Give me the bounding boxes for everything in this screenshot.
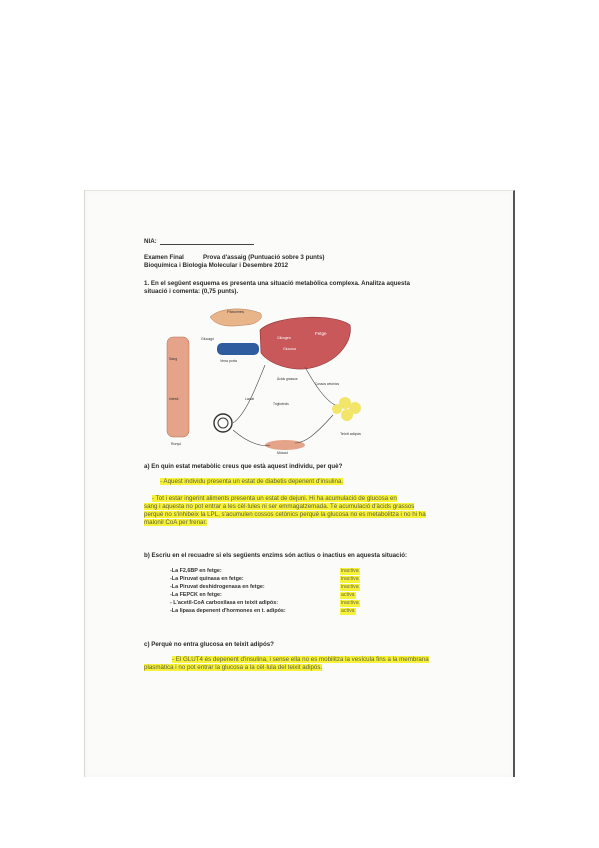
pathway-arrow [233, 430, 270, 446]
question-b-prompt: b) Escriu en el recuadre si els següents enzims són actius o inactius en aquesta situació: [144, 552, 408, 559]
question-a-answer2-line2: sang i aquesta no pot entrar a les cèl·lules ni ser emmagatzemada. Té acumulació d'àcids grassos [144, 503, 415, 510]
adipose-shape [332, 397, 361, 421]
kidney-label: Ronyó [171, 442, 182, 446]
nia-label: NIA: [144, 238, 157, 245]
enzyme-row-label: -La FEPCK en fetge: [170, 592, 222, 598]
fatty-acids-label: Àcids grassos [277, 377, 298, 381]
enzyme-row-value: inactiva [341, 576, 359, 582]
enzyme-row-value: activa [341, 592, 355, 598]
exam-subtitle: Prova d'assaig (Puntuació sobre 3 punts) [203, 254, 325, 261]
enzyme-row-value: activa [341, 608, 355, 614]
liver-label: Fetge [315, 331, 327, 336]
glucose-label: Glucosa [283, 347, 296, 351]
question1-line2: situació i comenta: (0,75 punts). [144, 288, 239, 295]
pathway-arrow [233, 365, 265, 423]
muscle-shape [265, 440, 305, 450]
question-a-answer2-line4: malonil CoA per frenar. [144, 519, 207, 526]
enzyme-row-label: - L'acetil-CoA carboxilasa en teixit adipós: [170, 600, 279, 606]
lactate-label: Lactat [245, 397, 254, 401]
pathway-arrow [305, 367, 335, 405]
pathway-arrow [295, 415, 333, 443]
enzyme-row-label: -La Piruvat deshidrogenasa en fetge: [170, 584, 265, 590]
metabolic-diagram [165, 305, 380, 455]
muscle-label: Múscul [277, 451, 289, 455]
course-title: Bioquímica i Biologia Molecular i Desembre 2012 [144, 262, 289, 269]
muscle-coil-shape [214, 414, 232, 432]
triglycerides-label: Triglicèrids [273, 402, 289, 406]
ketone-bodies-label: Cossos cetònics [315, 382, 340, 386]
enzyme-row-label: -La F2,6BP en fetge: [170, 568, 222, 574]
glucagon-label: Glucagó [201, 337, 215, 341]
question-c-answer-line2: plasmàtica i no pot entrar la glucosa a la cèl·lula del teixit adipós. [144, 664, 323, 671]
question-c-answer-line1: - El GLUT4 és depenent d'insulina, i sense ella no es mobilitza la vesícula fins a la membrana [172, 656, 429, 663]
question-c-prompt: c) Perquè no entra glucosa en teixit adipós? [144, 641, 274, 648]
question-a-prompt: a) En quin estat metabòlic creus que està aquest individu, per què? [144, 463, 343, 470]
portal-vein-shape [217, 343, 259, 355]
blood-label: Sang [169, 357, 178, 361]
question-a-answer2-line1: - Tot i estar ingerint aliments presenta un estat de dejuni. Hi ha acumulació de glucosa en [152, 495, 397, 502]
enzyme-row-label: -La lipasa depenent d'hormones en t. adipós: [170, 608, 286, 614]
glycogen-label: Glicogen [277, 336, 291, 340]
adipose-label: Teixit adipós [340, 432, 361, 436]
nia-field-line [160, 244, 254, 245]
enzyme-row-value: inactiva [341, 568, 359, 574]
pancreas-label: Pàncrees [227, 309, 244, 314]
exam-type: Examen Final [144, 254, 184, 261]
intestine-label: Intestí [169, 397, 179, 401]
enzyme-row-value: inactiva [341, 600, 359, 606]
question-a-answer1: - Aquest individu presenta un estat de diabetis depenent d'insulina. [160, 478, 344, 485]
portal-vein-label: Vena porta [220, 359, 237, 363]
blood-column-shape [167, 337, 189, 437]
liver-shape [260, 317, 350, 369]
enzyme-row-label: -La Piruvat quinasa en fetge: [170, 576, 244, 582]
enzyme-row-value: inactiva [341, 584, 359, 590]
question-a-answer2-line3: perquè no s'inhibeix la LPL, s'acumulen cossos cetònics perquè la glucosa no es metabolitza i no hi ha [144, 511, 426, 518]
question1-line1: 1. En el següent esquema es presenta una situació metabòlica complexa. Analitza aquesta [144, 280, 410, 287]
